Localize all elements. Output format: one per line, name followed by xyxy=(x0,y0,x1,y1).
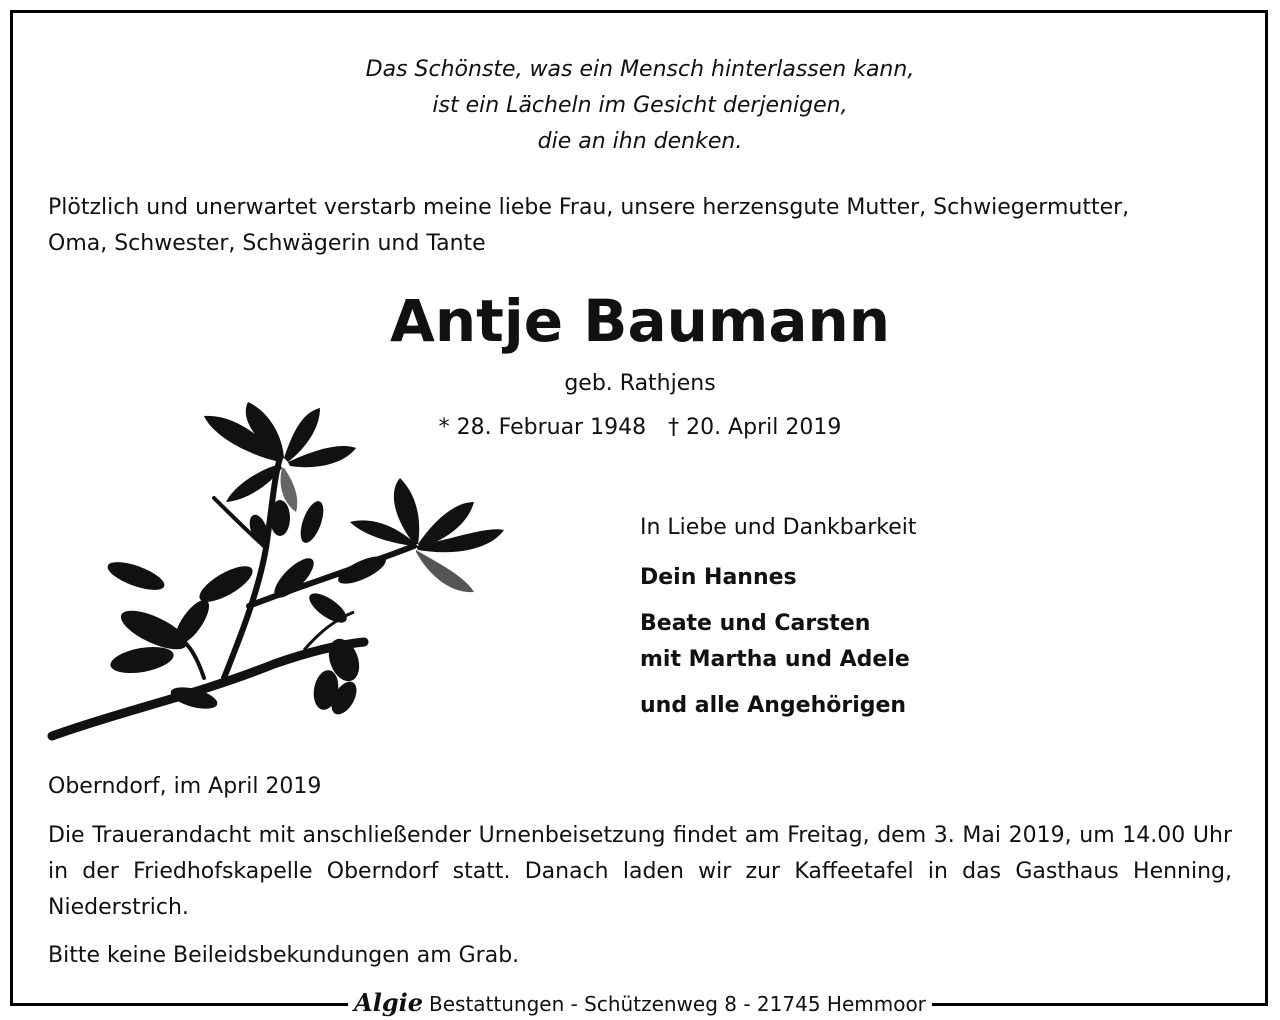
birth-name: geb. Rathjens xyxy=(564,371,716,396)
no-condolences-note: Bitte keine Beileidsbekundungen am Grab. xyxy=(48,943,520,968)
funeral-home-logo: Algie xyxy=(354,988,423,1017)
death-announcement-intro xyxy=(48,190,1248,262)
signer-line-3: mit Martha und Adele xyxy=(640,647,910,672)
footer-bar xyxy=(0,988,1280,1019)
quote-line-2: ist ein Lächeln im Gesicht derjenigen, xyxy=(432,93,848,118)
magnolia-branch-illustration xyxy=(44,398,514,746)
funeral-home-address: Bestattungen - Schützenweg 8 - 21745 Hemmoor xyxy=(429,992,926,1016)
death-date: † 20. April 2019 xyxy=(668,415,842,440)
place-and-date: Oberndorf, im April 2019 xyxy=(48,774,322,799)
signer-line-2: Beate und Carsten xyxy=(640,611,871,636)
birth-date: * 28. Februar 1948 xyxy=(438,415,647,440)
signers-lead: In Liebe und Dankbarkeit xyxy=(640,515,917,540)
service-details: Die Trauerandacht mit anschließender Urnenbeisetzung findet am Freitag, dem 3. Mai 2019, um 14.00 Uhr in der Friedhofskapelle Oberndorf statt. Danach laden wir zur Kaffeetafel in das Gasthaus Henning, Niederstrich. xyxy=(48,823,1232,920)
signer-line-4: und alle Angehörigen xyxy=(640,693,907,718)
deceased-name: Antje Baumann xyxy=(389,287,891,355)
intro-line-2: Oma, Schwester, Schwägerin und Tante xyxy=(48,231,486,256)
funeral-home-imprint xyxy=(348,988,932,1019)
intro-line-1: Plötzlich und unerwartet verstarb meine liebe Frau, unsere herzensgute Mutter, Schwiegermutter, xyxy=(48,195,1130,220)
quote-line-3: die an ihn denken. xyxy=(537,129,743,154)
signer-line-1: Dein Hannes xyxy=(640,565,797,590)
quote-line-1: Das Schönste, was ein Mensch hinterlassen kann, xyxy=(365,57,915,82)
memorial-quote xyxy=(0,52,1280,160)
